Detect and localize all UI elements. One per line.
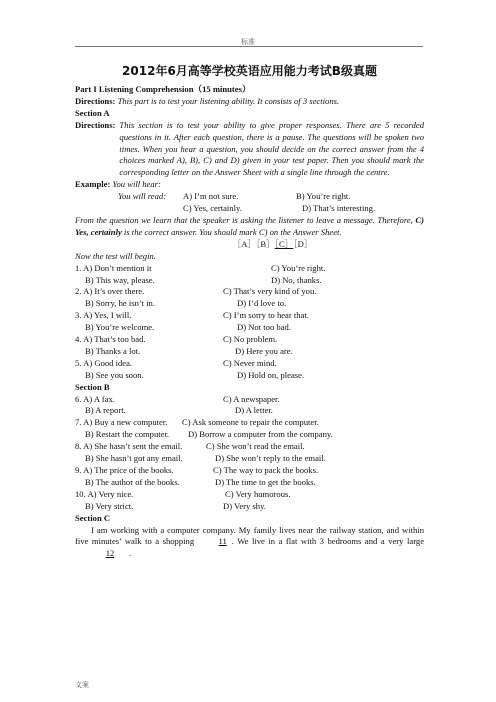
option-d: D) Hold on, please. [237,369,305,380]
option-a: A) Yes, I will. [83,310,132,321]
option-a: A) A fax. [83,393,115,404]
letter-d: ［D］ [293,238,313,249]
part1-directions-label: Directions: [75,95,116,106]
option-b: B) Sorry, he isn’t in. [85,298,155,309]
question-number: 4. [75,334,82,345]
option-c: C) Ask someone to repair the computer. [182,417,319,428]
passage-part-1: I am working with a computer company. My family lives near the railway station, and within five minutes’ walk to a shopping [75,524,424,547]
question-1 [75,263,424,287]
option-c: C) She won’t read the email. [206,441,305,452]
exam-content [75,64,424,560]
option-d: D) Borrow a computer from the company. [188,429,333,440]
part1-heading: Part I Listening Comprehension（15 minutes） [75,84,251,94]
option-b: B) Thanks a lot. [85,345,141,356]
letter-c: ［C］ [274,238,294,249]
letter-a: ［A］ [232,238,257,249]
question-9 [75,465,424,489]
part1-directions [75,96,424,108]
option-c: C) A newspaper. [223,393,280,404]
option-c: C) The way to pack the books. [213,465,319,475]
explanation-post: is the correct answer. You should mark C) on the Answer Sheet. [121,226,342,237]
option-d: D) She won’t reply to the email. [215,453,326,464]
question-number: 10. [75,488,86,499]
question-6 [75,394,424,418]
question-2 [75,286,424,310]
option-a: A) Very nice. [87,488,134,499]
option-c: C) Very humorous. [225,488,291,499]
option-a: A) The price of the books. [83,465,174,475]
option-b: B) Restart the computer. [85,429,170,440]
sectionB-questions [75,394,424,513]
header-divider [75,46,423,47]
question-number: 2. [75,286,82,297]
passage-part-2: . We live in a flat with 3 bedrooms and a very large [231,536,425,547]
question-3 [75,310,424,334]
option-a: A) Don’t mention it [83,262,152,273]
page-header: 标准 [241,38,255,46]
option-c: C) You’re right. [271,262,326,273]
question-5 [75,358,424,382]
example-label: Example: [75,179,111,190]
option-a: A) Good idea. [83,357,133,368]
explanation-pre: From the question we learn that the speaker is asking the listener to leave a message. Therefore, [75,214,416,225]
example-line-hear [75,179,424,191]
sectionC-passage [75,525,424,561]
question-number: 7. [75,417,82,428]
option-b: B) She hasn’t got any email. [85,453,183,464]
example-option-d: D) That’s interesting. [302,203,376,214]
option-d: D) Very shy. [223,500,266,511]
option-b: B) Very strict. [85,500,134,511]
question-number: 6. [75,393,82,404]
option-d: D) Here you are. [235,345,293,356]
option-d: D) Not too bad. [237,322,291,333]
option-d: D) No, thanks. [271,274,322,285]
question-10 [75,489,424,513]
passage-part-3: . [129,548,132,559]
option-a: A) Buy a new computer. [83,417,168,428]
option-a: A) That’s too bad. [83,334,146,345]
example-option-b: B) You’re right. [296,191,351,202]
sectionA-heading: Section A [75,107,110,118]
question-7 [75,417,424,441]
part1-directions-text: This part is to test your listening ability. It consists of 3 sections. [117,95,340,106]
option-b: B) The author of the books. [85,476,180,487]
page-title: 2012年6月高等学校英语应用能力考试B级真题 [122,64,377,78]
option-a: A) It’s over there. [83,286,145,297]
sectionC-heading: Section C [75,512,111,523]
question-number: 1. [75,262,82,273]
option-b: B) You’re welcome. [85,322,155,333]
option-b: B) This way, please. [85,274,155,285]
example-line-read [75,191,424,203]
question-4 [75,334,424,358]
example-line-options [75,203,424,215]
example-hear: You will hear: [112,179,161,190]
option-c: C) No problem. [223,334,278,345]
page-footer: 文案 [75,681,89,689]
question-number: 3. [75,310,82,321]
option-a: A) She hasn’t sent the email. [83,441,183,452]
test-begin: Now the test will begin. [75,250,156,261]
option-b: B) See you soon. [85,369,144,380]
question-number: 9. [75,465,82,475]
sectionA-directions-text: This section is to test your ability to give proper responses. There are 5 recorded questions in it. After each question, there is a pause. The questions will be spoken two times. When you hear a question, you should decide on the correct answer from the 4 choices marked A), B), C) and D) given in your test paper. Then you should mark the corresponding letter on the Answer Sheet with a single line through the centre. [119,119,424,178]
sectionB-heading: Section B [75,381,110,392]
question-number: 5. [75,357,82,368]
example-option-a: A) I’m not sure. [183,191,239,202]
option-d: D) A letter. [235,405,273,416]
option-c: C) I’m sorry to hear that. [223,310,309,321]
sectionA-directions-label: Directions: [75,119,116,130]
option-c: C) That’s very kind of you. [223,286,317,297]
blank-12[interactable]: 12 [105,548,115,559]
sectionA-directions [75,120,424,180]
example-option-c: C) Yes, certainly. [183,203,242,214]
sectionA-questions [75,263,424,382]
example-read: You will read: [118,191,167,202]
question-8 [75,441,424,465]
example-explanation [75,215,424,239]
option-d: D) The time to get the books. [215,476,316,487]
answer-letters [75,239,424,251]
option-d: D) I’d love to. [237,298,287,309]
blank-11[interactable]: 11 [218,536,227,547]
letter-b: ［B］ [256,238,275,249]
option-b: B) A report. [85,405,126,416]
question-number: 8. [75,441,82,452]
explanation-answer: C) Yes, certainly [75,214,424,237]
option-c: C) Never mind. [223,357,277,368]
